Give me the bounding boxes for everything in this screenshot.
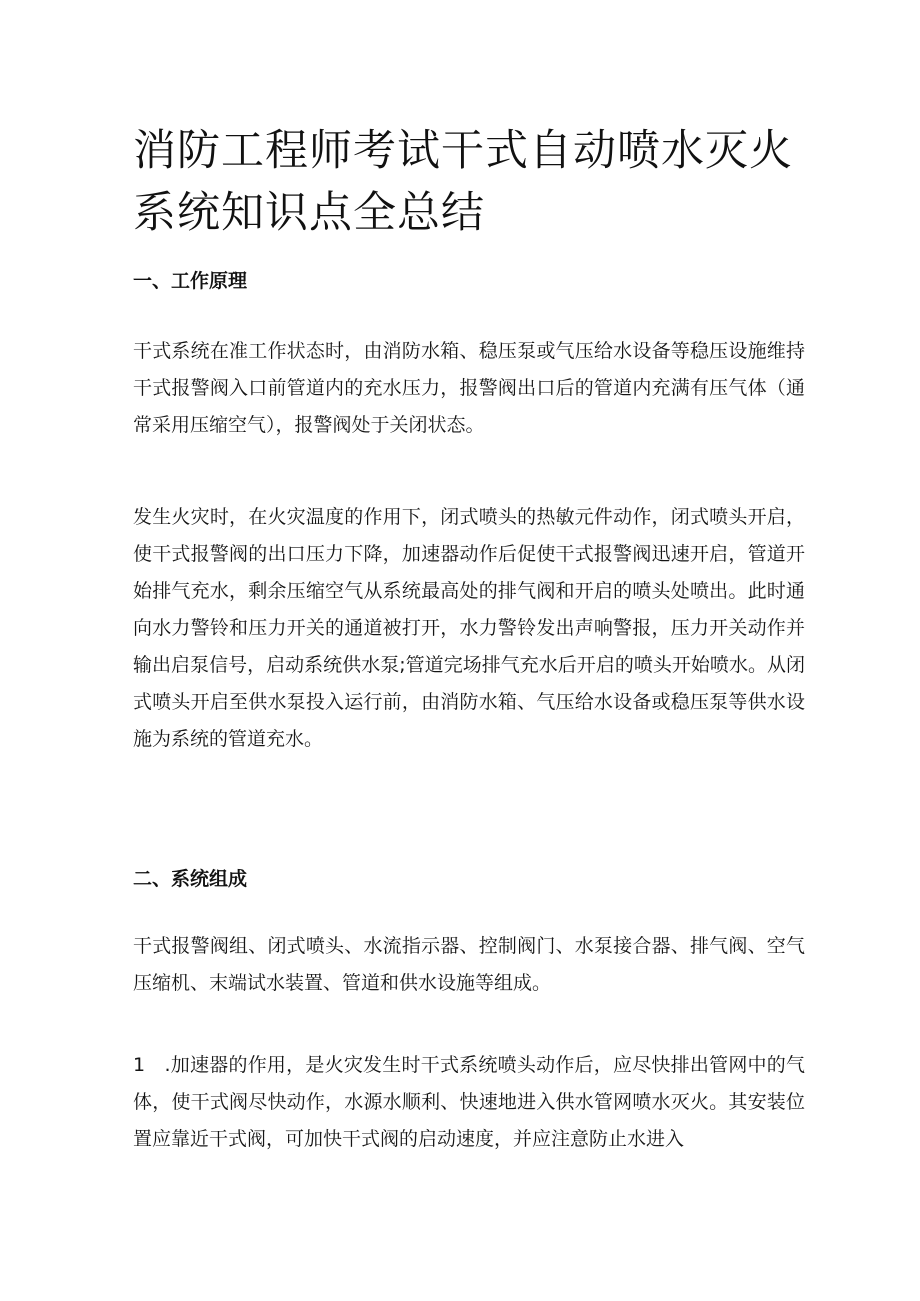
paragraph-standby-state: 干式系统在准工作状态时，由消防水箱、稳压泵或气压给水设备等稳压设施维持干式报警阀入口前管道内的充水压力，报警阀出口后的管道内充满有压气体（通常采用压缩空气），报警阀处于关闭状态。 xyxy=(133,340,805,436)
section-heading-system-composition: 二、系统组成 xyxy=(133,868,248,890)
document-title: 消防工程师考试干式自动喷水灭火系统知识点全总结 xyxy=(133,126,793,238)
section-heading-working-principle: 一、工作原理 xyxy=(133,270,248,292)
paragraph-accelerator: 1 .加速器的作用，是火灾发生时干式系统喷头动作后，应尽快排出管网中的气体，使干式阀尽快动作，水源水顺利、快速地进入供水管网喷水灭火。其安装位置应靠近干式阀，可加快干式阀的启动速度，并应注意防止水进入 xyxy=(133,1054,805,1150)
paragraph-fire-operation: 发生火灾时，在火灾温度的作用下，闭式喷头的热敏元件动作，闭式喷头开启，使干式报警阀的出口压力下降，加速器动作后促使干式报警阀迅速开启，管道开始排气充水，剩余压缩空气从系统最高处的排气阀和开启的喷头处喷出。此时通向水力警铃和压力开关的通道被打开，水力警铃发出声响警报，压力开关动作并输出启泵信号，启动系统供水泵;管道完场排气充水后开启的喷头开始喷水。从闭式喷头开启至供水泵投入运行前，由消防水箱、气压给水设备或稳压泵等供水设施为系统的管道充水。 xyxy=(133,506,805,750)
paragraph-components: 干式报警阀组、闭式喷头、水流指示器、控制阀门、水泵接合器、排气阀、空气压缩机、末端试水装置、管道和供水设施等组成。 xyxy=(133,935,805,994)
